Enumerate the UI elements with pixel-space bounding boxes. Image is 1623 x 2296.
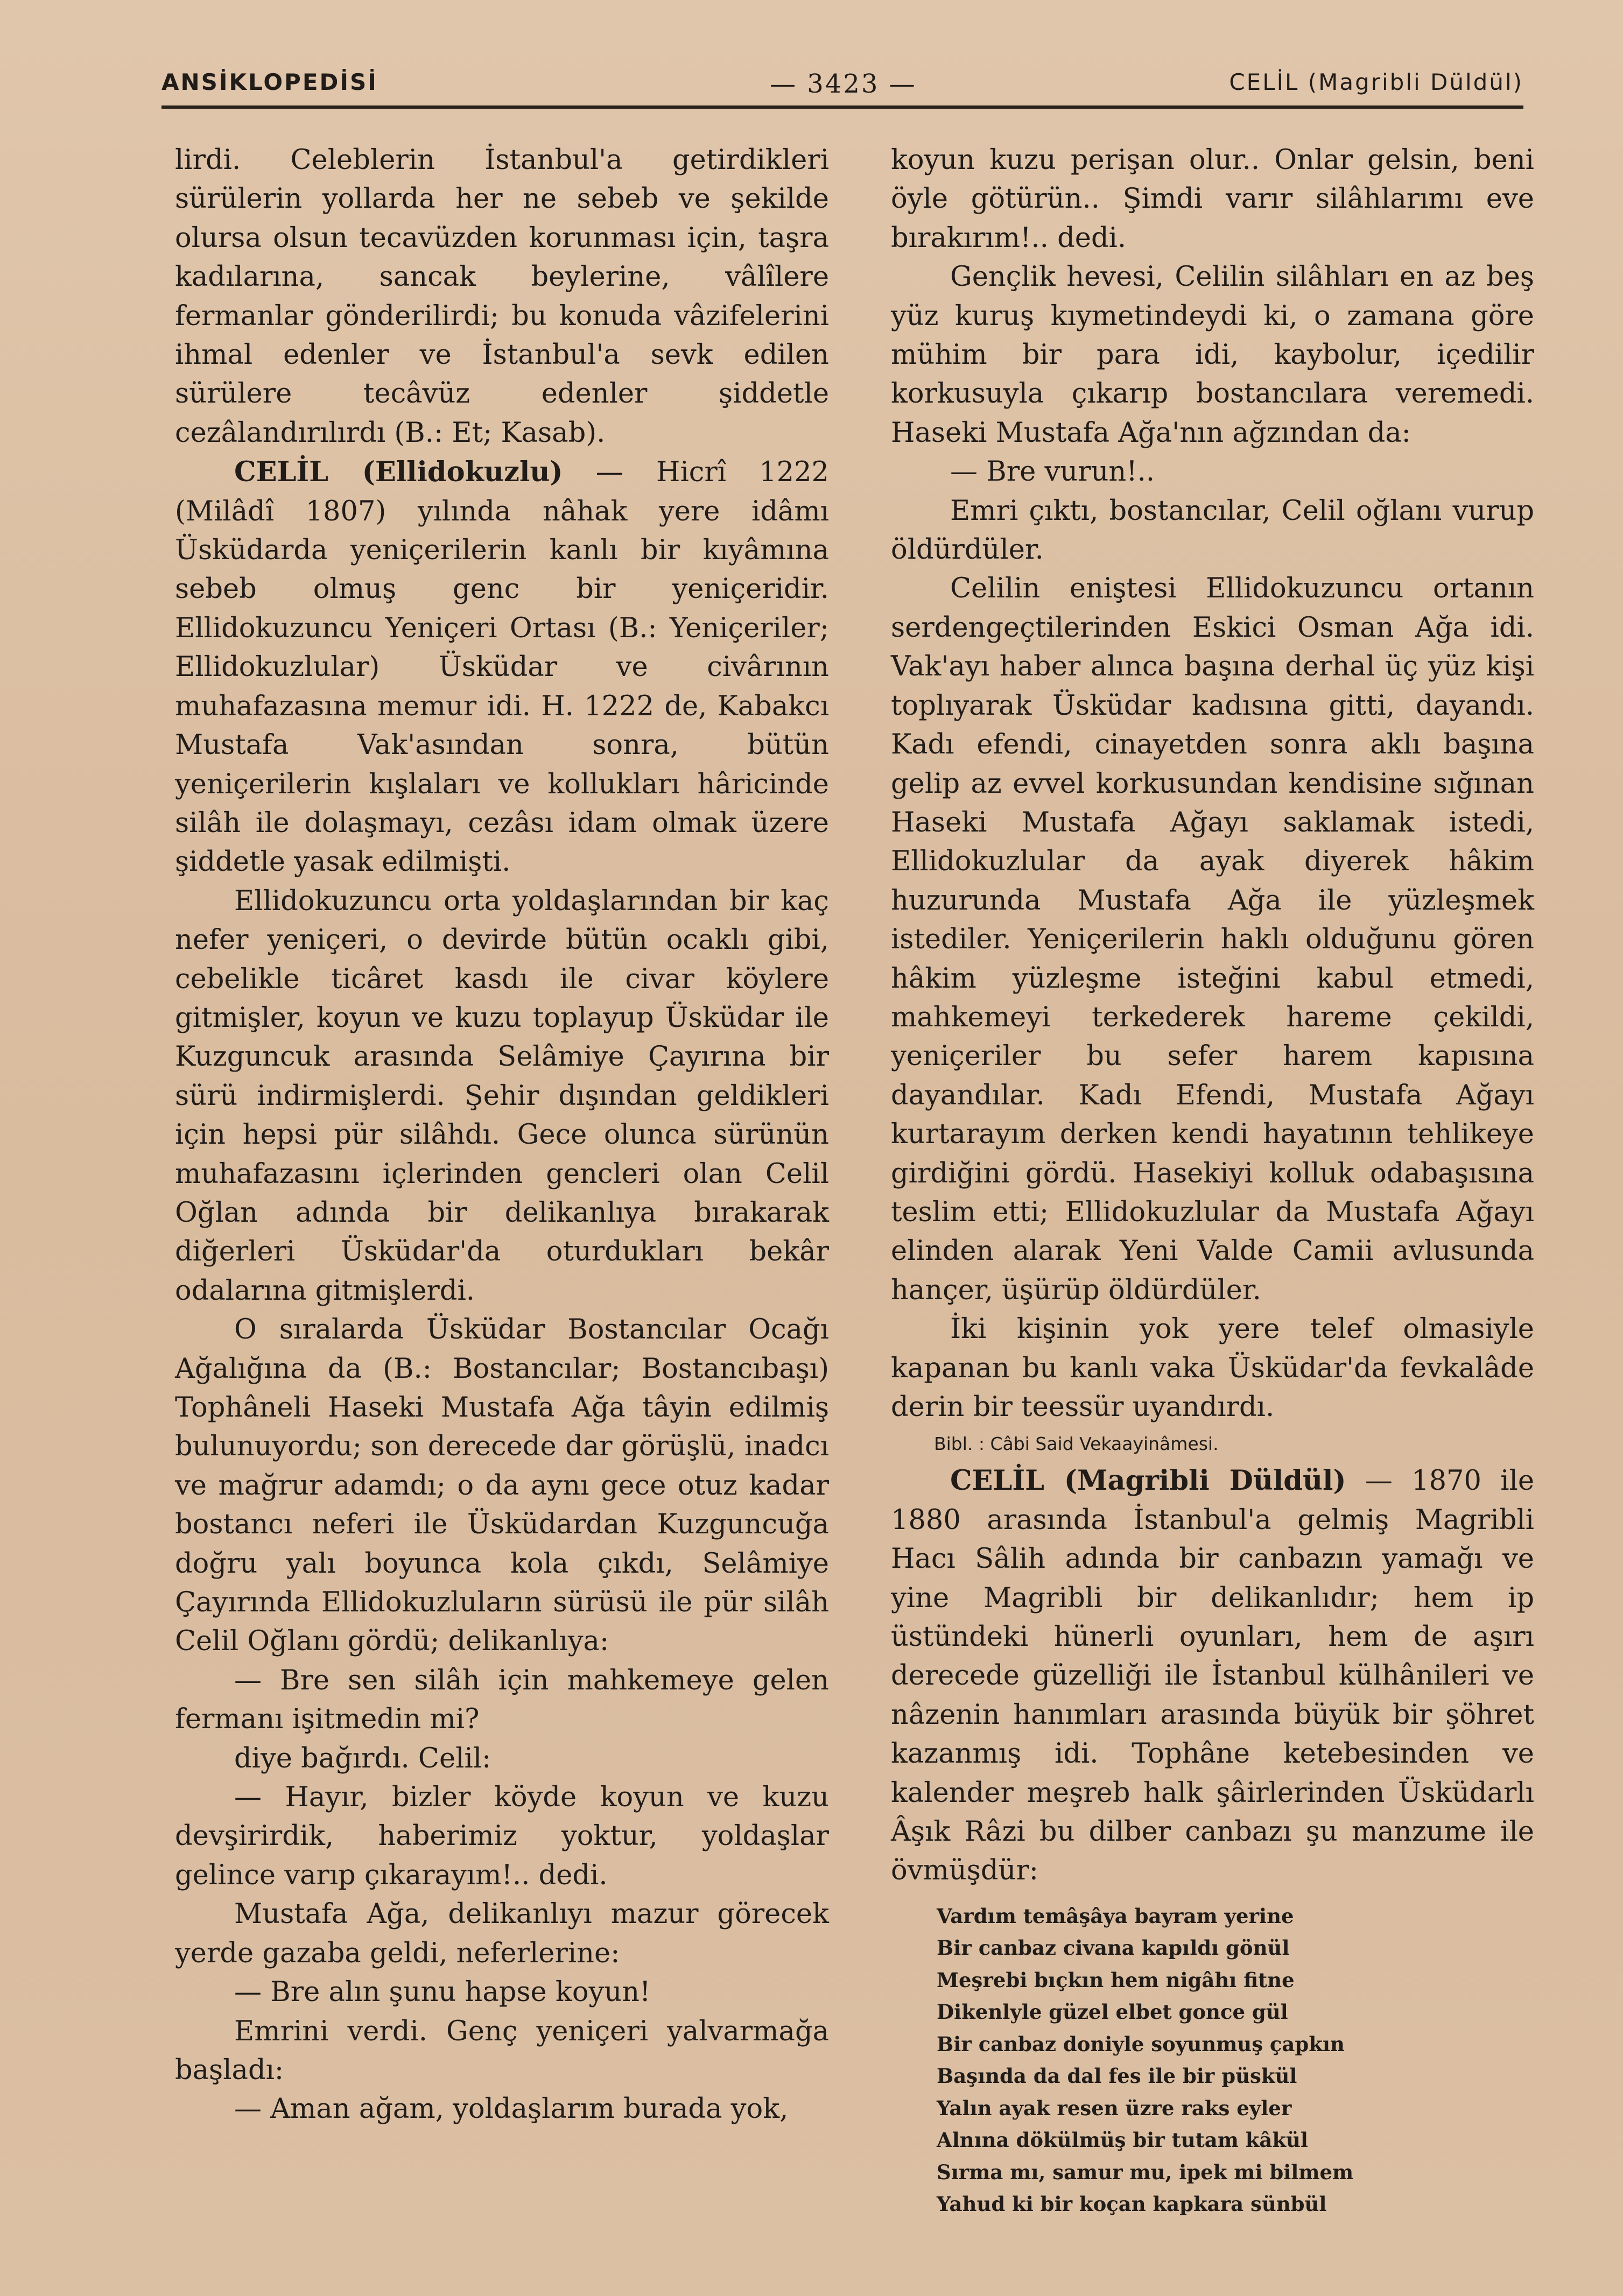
dialogue-line: — Aman ağam, yoldaşlarım burada yok, [234,2093,789,2125]
poem-line: Yahud ki bir koçan kapkara sünbül [937,2192,1327,2216]
entry-magribli-duldul [891,1461,1534,1890]
paragraph: Ellidokuzuncu orta yoldaşlarından bir kaç nefer yeniçeri, o devirde bütün ocaklı gibi, cebelikle ticâret kasdı ile civar köylere gitmişler, koyun ve kuzu toplayup Üsküdar ile Kuzguncuk arasında Selâmiye Çayırına bir sürü indirmişlerdi. Şehir dışından geldikleri için hepsi pür silâhdı. Gece olunca sürünün muhafazasını içlerinden gencleri olan Celil Oğlan adında bir delikanlıya bırakarak diğerleri Üsküdar'da oturdukları bekâr odalarına gitmişlerdi. [175,885,829,1307]
paragraph: koyun kuzu perişan olur.. Onlar gelsin, beni öyle götürün.. Şimdi varır silâhlarımı eve bırakırım!.. dedi. [891,144,1534,254]
paragraph: Celilin eniştesi Ellidokuzuncu ortanın serdengeçtilerinden Eskici Osman Ağa idi. Vak'ayı haber alınca başına derhal üç yüz kişi toplıyarak Üsküdar kadısına gitti, dayandı. Kadı efendi, cinayetden sonra aklı başına gelip az evvel korkusundan kendisine sığınan Haseki Mustafa Ağayı saklamak istedi, Ellidokuzlular da ayak diyerek hâkim huzurunda Mustafa Ağa ile yüzleşmek istediler. Yeniçerilerin haklı olduğunu gören hâkim yüzleşme isteğini kabul etmedi, mahkemeyi terkederek hareme çekildi, yeniçeriler bu sefer harem kapısına dayandılar. Kadı Efendi, Mustafa Ağayı kurtarayım derken kendi hayatının tehlikeye girdiğini gördü. Hasekiyi kolluk odabaşısına teslim etti; Ellidokuzlular da Mustafa Ağayı elinden alarak Yeni Valde Camii avlusunda hançer, üşürüp öldürdüler. [891,573,1534,1306]
left-column [175,141,829,2129]
poem-line: Meşrebi bıçkın hem nigâhı fitne [937,1968,1295,1992]
poem-line: Başında da dal fes ile bir püskül [937,2064,1297,2088]
dialogue-line: — Hayır, bizler köyde koyun ve kuzu devşirirdik, haberimiz yoktur, yoldaşlar gelince varıp çıkarayım!.. dedi. [175,1781,829,1891]
paragraph: Mustafa Ağa, delikanlıyı mazur görecek yerde gazaba geldi, neferlerine: [175,1898,829,1969]
paragraph: İki kişinin yok yere telef olmasiyle kapanan bu kanlı vaka Üsküdar'da fevkalâde derin bir teessür uyandırdı. [891,1313,1534,1423]
poem-line: Bir canbaz doniyle soyunmuş çapkın [937,2032,1345,2056]
header-rule [161,105,1523,109]
paragraph: O sıralarda Üsküdar Bostancılar Ocağı Ağalığına da (B.: Bostancılar; Bostancıbaşı) Tophâneli Haseki Mustafa Ağa tâyin edilmiş bulunuyordu; son derecede dar görüşlü, inadcı ve mağrur adamdı; o da aynı gece otuz kadar bostancı neferi ile Üsküdardan Kuzguncuğa doğru yalı boyunca kola çıkdı, Selâmiye Çayırında Ellidokuzluların sürüsü ile pür silâh Celil Oğlanı gördü; delikanlıya: [175,1314,829,1658]
poem-line: Bir canbaz civana kapıldı gönül [937,1936,1290,1960]
paragraph: Emrini verdi. Genç yeniçeri yalvarmağa başladı: [175,2015,829,2086]
poem-line: Sırma mı, samur mu, ipek mi bilmem [937,2160,1354,2184]
header-entry-range: CELİL (Magribli Düldül) [1229,69,1523,95]
entry-heading: CELİL (Magribli Düldül) [950,1464,1346,1497]
paragraph: lirdi. Celeblerin İstanbul'a getirdikleri sürülerin yollarda her ne sebeb ve şekilde olursa olsun tecavüzden korunması için, taşra kadılarına, sancak beylerine, vâlîlere fermanlar gönderilirdi; bu konuda vâzifelerini ihmal edenler ve İstanbul'a sevk edilen sürülere tecâvüz edenler şiddetle cezâlandırılırdı (B.: Et; Kasab). [175,144,829,449]
dialogue-line: — Bre sen silâh için mahkemeye gelen fermanı işitmedin mi? [175,1664,829,1736]
bibliography: Bibl. : Câbi Said Vekaayinâmesi. [934,1433,1219,1455]
entry-text: — 1870 ile 1880 arasında İstanbul'a gelmiş Magribli Hacı Sâlih adında bir canbazın yamağı ve yine Magribli bir delikanlıdır; hem ip üstündeki hünerli oyunları, hem de aşırı derecede güzelliği ile İstanbul külhânileri ve nâzenin hanımları arasında büyük bir şöhret kazanmış idi. Tophâne ketebesinden ve kalender meşreb halk şâirlerinden Üsküdarlı Âşık Râzi bu dilber canbazı şu manzume ile övmüşdür: [891,1465,1534,1887]
poem-line: Vardım temâşâya bayram yerine [937,1904,1294,1928]
entry-ellidokuzlu [175,453,829,882]
page-header [161,64,1523,107]
poem-line: Yalın ayak resen üzre raks eyler [937,2096,1292,2120]
entry-text: — Hicrî 1222 (Milâdî 1807) yılında nâhak yere idâmı Üsküdarda yeniçerilerin kanlı bir kıyâmına sebeb olmuş genc bir yeniçeridir. Ellidokuzuncu Yeniçeri Ortası (B.: Yeniçeriler; Ellidokuzlular) Üsküdar ve civârının muhafazasına memur idi. H. 1222 de, Kabakcı Mustafa Vak'asından sonra, bütün yeniçerilerin kışlaları ve kollukları hâricinde silâh ile dolaşmayı, cezâsı idam olmak üzere şiddetle yasak edilmişti. [175,456,830,878]
poem-line: Dikenlyle güzel elbet gonce gül [937,2000,1288,2024]
entry-heading: CELİL (Ellidokuzlu) [234,456,563,489]
page-number: — 3423 — [770,69,917,99]
paragraph: Emri çıktı, bostancılar, Celil oğlanı vurup öldürdüler. [891,495,1534,566]
dialogue-line: — Bre alın şunu hapse koyun! [234,1976,651,2009]
dialogue-line: — Bre vurun!.. [950,456,1155,488]
header-title: ANSİKLOPEDİSİ [161,69,378,95]
right-column [891,141,1534,2221]
poem [891,1900,1534,2221]
paragraph: Gençlik hevesi, Celilin silâhları en az beş yüz kuruş kıymetindeydi ki, o zamana göre mühim bir para idi, kaybolur, içedilir korkusuyla çıkarıp bostancılara veremedi. Haseki Mustafa Ağa'nın ağzından da: [891,261,1534,449]
poem-line: Alnına dökülmüş bir tutam kâkül [937,2128,1308,2152]
paragraph: diye bağırdı. Celil: [234,1742,491,1774]
